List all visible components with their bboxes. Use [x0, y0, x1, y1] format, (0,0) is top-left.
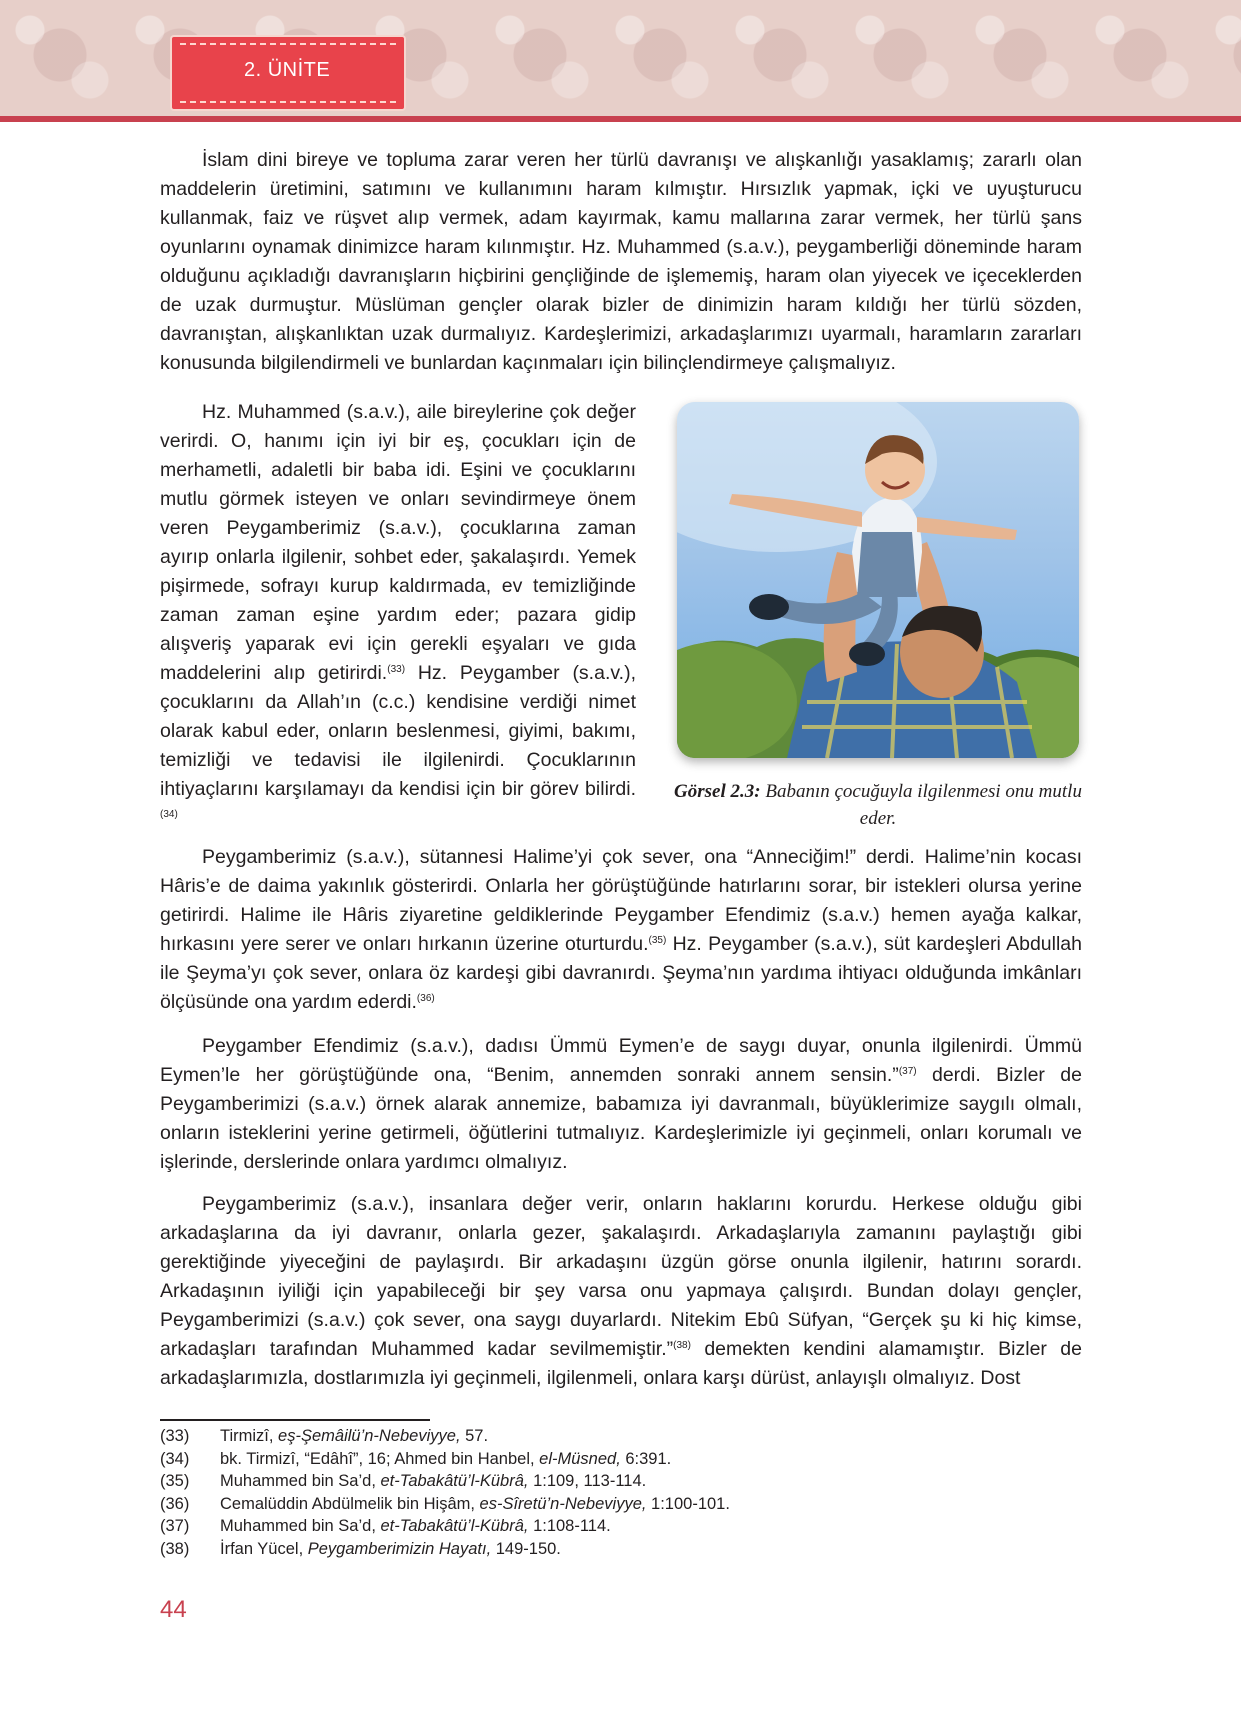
- footnote-ref: (35): [648, 935, 667, 946]
- footnote-post: 1:100-101.: [646, 1494, 730, 1513]
- footnote-divider: [160, 1419, 430, 1421]
- footnote-item: [160, 1425, 1060, 1448]
- footnote-item: [160, 1515, 1060, 1538]
- figure-caption: [672, 778, 1084, 832]
- footnote-pre: Muhammed bin Sa’d,: [220, 1517, 381, 1535]
- footnote-title: el-Müsned,: [539, 1449, 621, 1468]
- text-run: demekten kendini alamamıştır. Bizler de arkadaşlarımızla, dostlarımızla iyi geçinmeli, ilgilenmeli, onlara karşı dürüst, anlayışlı olmalıyız. Dost: [160, 1338, 1082, 1389]
- footnote-text: [220, 1448, 671, 1471]
- text-run: Hz. Peygamber (s.a.v.), çocuklarını da Allah’ın (c.c.) kendisine verdiği nimet olarak kabul eder, onların beslenmesi, giyimi, bakımı, temizliği ve tedavisi ile ilgilenirdi. Çocuklarının ihtiyaçlarını karşılamayı da kendisi için bir görev bilirdi.: [160, 662, 636, 800]
- footnote-item: [160, 1448, 1060, 1471]
- text-run: Hz. Muhammed (s.a.v.), aile bireylerine çok değer verirdi. O, hanımı için iyi bir eş, çocukları için de merhametli, adaletli bir baba idi. Eşini ve çocuklarını mutlu görmek isteyen ve onları sevindirmeye önem veren Peygamberimiz (s.a.v.), çocuklarına zaman ayırıp onlarla ilgilenir, sohbet eder, şakalaşırdı. Yemek pişirmede, sofrayı kurup kaldırmada, ev temizliğinde zaman zaman eşine yardım eder; pazara gidip alışveriş yaparak evi için gerekli eşyaları ve gıda maddelerini alıp getirirdi.: [160, 401, 636, 684]
- paragraph-family: [160, 398, 636, 833]
- caption-label: Görsel 2.3:: [674, 781, 761, 802]
- footnotes: [160, 1425, 1060, 1560]
- footnote-ref: (34): [160, 809, 178, 820]
- page-number: 44: [160, 1596, 187, 1623]
- footnote-title: et-Tabakâtü’l-Kübrâ,: [380, 1517, 529, 1535]
- unit-tab-stitch-top: [180, 43, 396, 45]
- paragraph-halime: [160, 843, 1082, 1017]
- paragraph-friends: [160, 1190, 1082, 1393]
- footnote-post: 149-150.: [491, 1539, 561, 1558]
- footnote-text: [220, 1515, 611, 1538]
- text-run: Peygamberimiz (s.a.v.), insanlara değer verir, onların haklarını korurdu. Herkese olduğu gibi arkadaşlarına da iyi davranır, onlarla gezer, şakalaşırdı. Arkadaşlarıyla zamanını paylaştığı gibi gerektiğinde yiyeceğini de paylaşırdı. Bir arkadaşını üzgün görse onunla ilgilenir, hatırını sorardı. Arkadaşının iyiliği için yapabileceği bir şey varsa onu yapmaya çalışırdı. Bundan dolayı gençler, Peygamberimizi (s.a.v.) çok sever, ona saygı duyarlardı. Nitekim Ebû Süfyan, “Gerçek şu ki hiç kimse, arkadaşları tarafından Muhammed kadar sevilmemiştir.”: [160, 1193, 1082, 1360]
- footnote-post: 1:109, 113-114.: [528, 1472, 647, 1490]
- photo-illustration: [677, 402, 1079, 758]
- footnote-ref: (36): [416, 993, 435, 1004]
- footnote-number: (37): [160, 1517, 190, 1535]
- footnote-ref: (33): [387, 664, 406, 675]
- header-divider: [0, 116, 1241, 122]
- text-run: Peygamber Efendimiz (s.a.v.), dadısı Ümmü Eymen’e de saygı duyar, onunla ilgilenirdi. Ümmü Eymen’le her görüştüğünde ona, “Benim, annemden sonraki annem sensin.”: [160, 1035, 1082, 1086]
- text-run: Peygamberimiz (s.a.v.), sütannesi Halime’yi çok sever, ona “Anneciğim!” derdi. Halime’nin kocası Hâris’e de daima yakınlık gösterirdi. Onlarla her görüştüğünde hatırlarını sorar, bir istekleri olursa yerine getirirdi. Halime ile Hâris ziyaretine geldiklerinde Peygamber Efendimiz (s.a.v.) hemen ayağa kalkar, hırkasını yere serer ve onları hırkanın üzerine oturturdu.: [160, 846, 1082, 955]
- paragraph-text: [160, 1032, 1082, 1177]
- footnote-text: [220, 1493, 730, 1516]
- footnote-pre: Tirmizî,: [220, 1427, 279, 1445]
- unit-label: 2. ÜNİTE: [244, 59, 331, 81]
- footnote-number: (36): [160, 1494, 190, 1513]
- paragraph-text: [160, 843, 1082, 1017]
- footnote-ref: (37): [898, 1066, 917, 1077]
- footnote-text: [220, 1425, 488, 1448]
- paragraph-haram: [160, 146, 1082, 378]
- footnote-number: (34): [160, 1449, 190, 1468]
- footnote-ref: (38): [673, 1340, 691, 1351]
- unit-tab-stitch-bottom: [180, 101, 396, 103]
- footnote-text: [220, 1470, 646, 1493]
- footnote-post: 57.: [460, 1427, 489, 1445]
- footnote-title: es-Sîretü’n-Nebeviyye,: [479, 1494, 647, 1513]
- paragraph-text: [160, 398, 636, 833]
- caption-text: Babanın çocuğuyla ilgilenmesi onu mutlu eder.: [760, 781, 1082, 829]
- footnote-title: et-Tabakâtü’l-Kübrâ,: [380, 1472, 529, 1490]
- paragraph-text: İslam dini bireye ve topluma zarar veren her türlü davranışı ve alışkanlığı yasaklamış; zararlı olan maddelerin üretimini, satımını ve kullanımını haram kılmıştır. Hırsızlık yapmak, içki ve uyuşturucu kullanmak, faiz ve rüşvet alıp vermek, adam kayırmak, kamu mallarına zarar vermek, her türlü şans oyunlarını oynamak dinimizce haram kılınmıştır. Hz. Muhammed (s.a.v.), peygamberliği döneminde haram olduğunu açıkladığı davranışların hiçbirini gençliğinde de işlememiş, haram olan yiyecek ve içeceklerden de uzak durmuştur. Müslüman gençler olarak bizler de dinimizin haram kıldığı her türlü sözden, davranıştan, alışkanlıktan uzak durmalıyız. Kardeşlerimizi, arkadaşlarımızı uyarmalı, haramların zararları konusunda bilgilendirmeli ve bunlardan kaçınmaları için bilinçlendirmeye çalışmalıyız.: [160, 149, 1082, 374]
- footnote-item: [160, 1493, 1060, 1516]
- footnote-pre: bk. Tirmizî, “Edâhî”, 16; Ahmed bin Hanbel,: [220, 1449, 540, 1468]
- footnote-post: 1:108-114.: [528, 1517, 611, 1535]
- footnote-number: (35): [160, 1472, 190, 1490]
- paragraph-ummu-eymen: [160, 1032, 1082, 1177]
- footnote-text: [220, 1538, 561, 1561]
- unit-tab: [172, 37, 404, 109]
- footnote-number: (33): [160, 1427, 190, 1445]
- footnote-item: [160, 1470, 1060, 1493]
- footnote-title: Peygamberimizin Hayatı,: [307, 1539, 492, 1558]
- footnote-pre: Cemalüddin Abdülmelik bin Hişâm,: [220, 1494, 480, 1513]
- text-run: derdi. Bizler de Peygamberimizi (s.a.v.) örnek alarak annemize, babamıza iyi davranmalı, büyüklerimize saygılı olmalı, onların isteklerini yerine getirmeli, öğütlerini tutmalıyız. Kardeşlerimizle iyi geçinmeli, onları korumalı ve işlerinde, derslerinde onlara yardımcı olmalıyız.: [160, 1064, 1082, 1173]
- father-child-photo: [677, 402, 1079, 758]
- footnote-item: [160, 1538, 1060, 1561]
- footnote-pre: Muhammed bin Sa’d,: [220, 1472, 381, 1490]
- footnote-number: (38): [160, 1539, 190, 1558]
- footnote-title: eş-Şemâilü’n-Nebeviyye,: [278, 1427, 461, 1445]
- footnote-pre: İrfan Yücel,: [220, 1539, 308, 1558]
- footnote-post: 6:391.: [620, 1449, 672, 1468]
- paragraph-text: [160, 1190, 1082, 1393]
- text-run: Hz. Peygamber (s.a.v.), süt kardeşleri Abdullah ile Şeyma’yı çok sever, onlara öz kardeşi gibi davranırdı. Şeyma’nın yardıma ihtiyacı olduğunda imkânları ölçüsünde ona yardım ederdi.: [160, 933, 1082, 1013]
